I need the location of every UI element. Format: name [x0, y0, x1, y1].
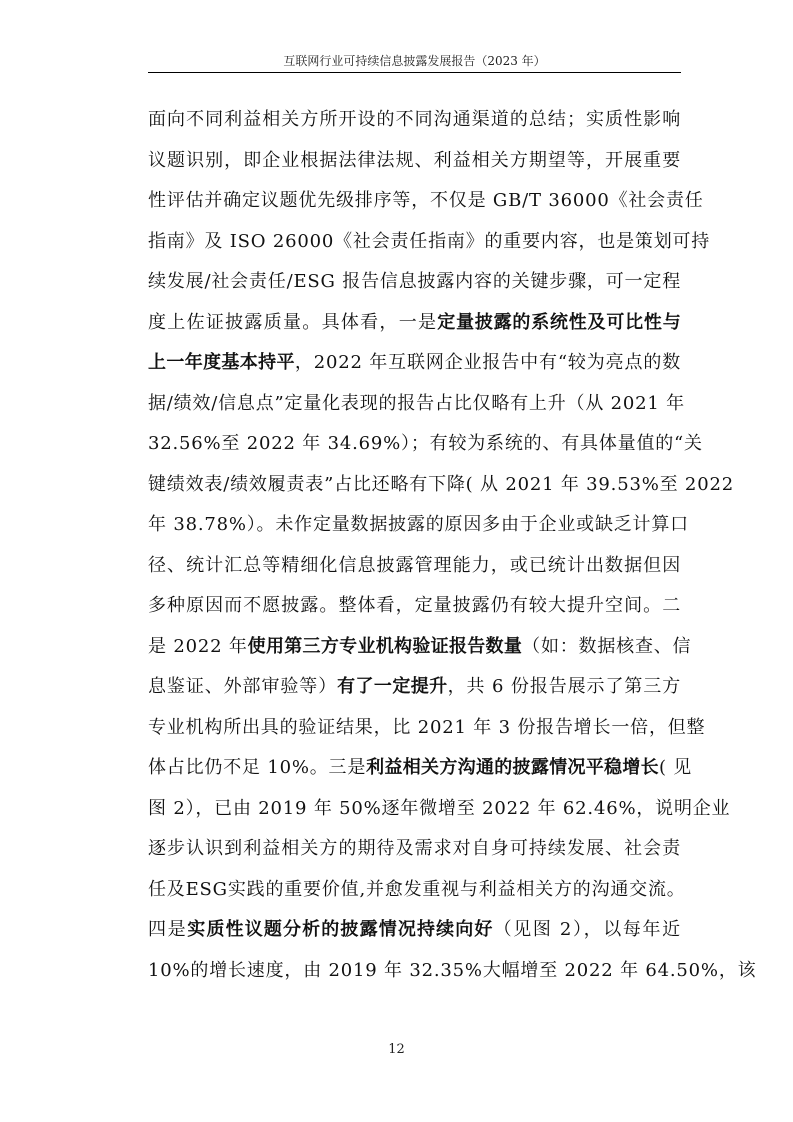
text-line: [148, 829, 681, 870]
text-segment: 专业机构所出具的验证结果，比 2021 年 3 份报告增长一倍，但整: [148, 716, 706, 738]
text-segment: （见图 2），以每年近: [493, 919, 681, 940]
text-line: [148, 708, 706, 749]
text-segment: ，共 6 份报告展示了第三方: [447, 676, 681, 697]
text-line: [148, 910, 681, 951]
text-segment: 图 2），已由 2019 年 50%逐年微增至 2022 年 62.46%，说明企业: [148, 797, 731, 819]
emphasized-text: 实质性议题分析的披露情况持续向好: [187, 919, 494, 940]
text-segment: 性评估并确定议题优先级排序等，不仅是 GB/T 36000《社会责任: [148, 190, 704, 211]
text-line: [148, 100, 681, 141]
running-header: 互联网行业可持续信息披露发展报告（2023 年）: [283, 54, 546, 68]
text-line: [148, 870, 686, 911]
text-segment: 四是: [148, 919, 188, 940]
text-segment: 年 38.78%）。未作定量数据披露的原因多由于企业或缺乏计算口: [148, 514, 689, 535]
text-line: [148, 424, 703, 465]
text-segment: 逐步认识到利益相关方的期待及需求对自身可持续发展、社会责: [148, 838, 681, 859]
emphasized-text: 有了一定提升: [337, 676, 448, 697]
text-line: [148, 384, 685, 425]
text-segment: 据/绩效/信息点”定量化表现的报告占比仅略有上升（从 2021 年: [148, 392, 685, 414]
text-line: [148, 586, 681, 627]
emphasized-text: 使用第三方专业机构验证报告数量: [247, 635, 523, 657]
text-segment: 指南》及 ISO 26000《社会责任指南》的重要内容，也是策划可持: [148, 230, 711, 252]
text-line: [148, 667, 681, 708]
text-segment: 议题识别，即企业根据法律法规、利益相关方期望等，开展重要: [148, 149, 681, 171]
text-segment: 多种原因而不愿披露。整体看，定量披露仍有较大提升空间。二: [148, 595, 681, 616]
text-segment: 续发展/社会责任/ESG 报告信息披露内容的关键步骤，可一定程: [148, 271, 681, 292]
text-segment: ( 见: [658, 757, 693, 778]
text-segment: 10%的增长速度，由 2019 年 32.35%大幅增至 2022 年 64.50%，该: [148, 959, 757, 981]
text-segment: （如：数据核查、信: [522, 635, 692, 657]
header-rule: [148, 72, 681, 73]
text-segment: 键绩效表/绩效履责表”占比还略有下降( 从 2021 年 39.53%至 2022: [148, 473, 734, 495]
text-segment: 体占比仍不足 10%。三是: [148, 757, 367, 778]
text-line: [148, 951, 757, 992]
text-segment: 度上佐证披露质量。具体看，一是: [148, 311, 438, 333]
text-segment: 息鉴证、外部审验等）: [148, 676, 338, 697]
text-segment: 32.56%至 2022 年 34.69%）；有较为系统的、有具体量值的“关: [148, 433, 703, 454]
emphasized-text: 定量披露的系统性及可比性与: [437, 311, 681, 333]
text-line: [148, 181, 704, 222]
text-line: [148, 789, 731, 830]
text-segment: 是 2022 年: [148, 635, 248, 657]
emphasized-text: 上一年度基本持平: [148, 352, 295, 373]
text-line: [148, 546, 681, 587]
text-segment: 径、统计汇总等精细化信息披露管理能力，或已统计出数据但因: [148, 554, 681, 576]
text-line: [148, 303, 681, 344]
text-line: [148, 343, 681, 384]
page-number: 12: [388, 1042, 405, 1057]
text-line: [148, 465, 734, 506]
emphasized-text: 利益相关方沟通的披露情况平稳增长: [366, 757, 659, 778]
text-line: [148, 505, 689, 546]
text-line: [148, 627, 692, 668]
text-line: [148, 141, 681, 182]
text-line: [148, 262, 681, 303]
text-line: [148, 222, 711, 263]
text-segment: ，2022 年互联网企业报告中有“较为亮点的数: [294, 352, 681, 373]
body-paragraph: [148, 100, 757, 991]
text-line: [148, 748, 693, 789]
text-segment: 任及ESG实践的重要价值,并愈发重视与利益相关方的沟通交流。: [148, 878, 686, 900]
text-segment: 面向不同利益相关方所开设的不同沟通渠道的总结；实质性影响: [148, 109, 681, 130]
